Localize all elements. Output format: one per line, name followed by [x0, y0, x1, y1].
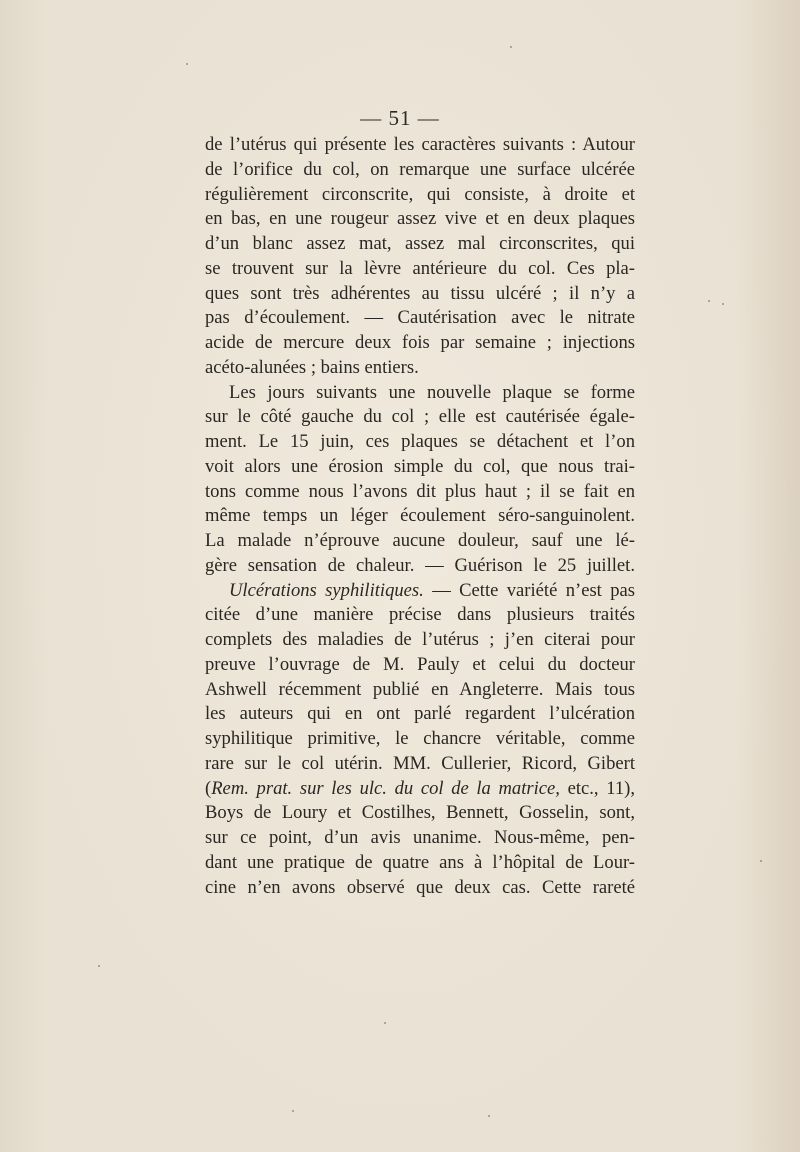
- paper-speck: [708, 300, 710, 302]
- page-number: — 51 —: [360, 106, 440, 130]
- paper-speck: [488, 1115, 490, 1117]
- text-line: d’un blanc assez mat, assez mal circonscrites, qui: [205, 233, 635, 254]
- italic-citation: Rem. prat. sur les ulc. du col de la matrice,: [211, 777, 560, 799]
- text-line: de l’utérus qui présente les caractères suivants : Autour: [205, 134, 635, 155]
- text-line: acide de mercure deux fois par semaine ; injections: [205, 332, 635, 353]
- text-line: ment. Le 15 juin, ces plaques se détachent et l’on: [205, 431, 635, 452]
- text-line: La malade n’éprouve aucune douleur, sauf une lé-: [205, 530, 635, 551]
- text-line: cine n’en avons observé que deux cas. Cette rareté: [205, 876, 635, 898]
- paper-speck: [292, 1110, 294, 1112]
- text-line: citée d’une manière précise dans plusieurs traités: [205, 604, 635, 626]
- text-line: pas d’écoulement. — Cautérisation avec le nitrate: [205, 307, 635, 329]
- text-line: Les jours suivants une nouvelle plaque se forme: [229, 381, 635, 403]
- text-line: voit alors une érosion simple du col, que nous trai-: [205, 455, 635, 477]
- text-line: tons comme nous l’avons dit plus haut ; il se fait en: [205, 480, 635, 502]
- paper-speck: [186, 63, 188, 65]
- text-line: de l’orifice du col, on remarque une surface ulcérée: [205, 158, 635, 180]
- text-line: syphilitique primitive, le chancre véritable, comme: [205, 728, 635, 749]
- text-line: rare sur le col utérin. MM. Cullerier, Ricord, Gibert: [205, 752, 635, 774]
- text-line: gère sensation de chaleur. — Guérison le 25 juillet.: [205, 554, 635, 576]
- paper-speck: [384, 1022, 386, 1024]
- paper-speck: [722, 303, 724, 305]
- text-line: se trouvent sur la lèvre antérieure du col. Ces pla-: [205, 257, 635, 279]
- text-line: dant une pratique de quatre ans à l’hôpital de Lour-: [205, 851, 635, 873]
- paper-speck: [98, 965, 100, 967]
- text-line: les auteurs qui en ont parlé regardent l’ulcération: [205, 703, 635, 725]
- text-line-with-italic: [205, 579, 635, 604]
- text-run: etc., 11),: [567, 777, 635, 799]
- body-text: [205, 133, 635, 900]
- text-line: même temps un léger écoulement séro-sanguinolent.: [205, 505, 635, 527]
- paper-speck: [760, 860, 762, 862]
- text-line: Ashwell récemment publié en Angleterre. Mais tous: [205, 678, 635, 700]
- text-run: — Cette variété n’est pas: [432, 579, 635, 601]
- text-line: Boys de Loury et Costilhes, Bennett, Gosselin, sont,: [205, 802, 635, 824]
- text-line: ques sont très adhérentes au tissu ulcéré ; il n’y a: [205, 282, 635, 304]
- text-line: en bas, en une rougeur assez vive et en deux plaques: [205, 208, 635, 230]
- text-line: sur le côté gauche du col ; elle est cautérisée égale-: [205, 406, 635, 428]
- text-line: acéto-alunées ; bains entiers.: [205, 356, 419, 378]
- italic-heading: Ulcérations syphilitiques.: [229, 579, 424, 601]
- text-line: preuve l’ouvrage de M. Pauly et celui du docteur: [205, 653, 635, 675]
- text-line: complets des maladies de l’utérus ; j’en citerai pour: [205, 629, 635, 650]
- paper-speck: [510, 46, 512, 48]
- text-line-with-italic: (Rem. prat. sur les ulc. du col de la matrice, etc., 11),: [205, 777, 635, 799]
- text-line: régulièrement circonscrite, qui consiste, à droite et: [205, 183, 635, 205]
- text-line: sur ce point, d’un avis unanime. Nous-même, pen-: [205, 827, 635, 848]
